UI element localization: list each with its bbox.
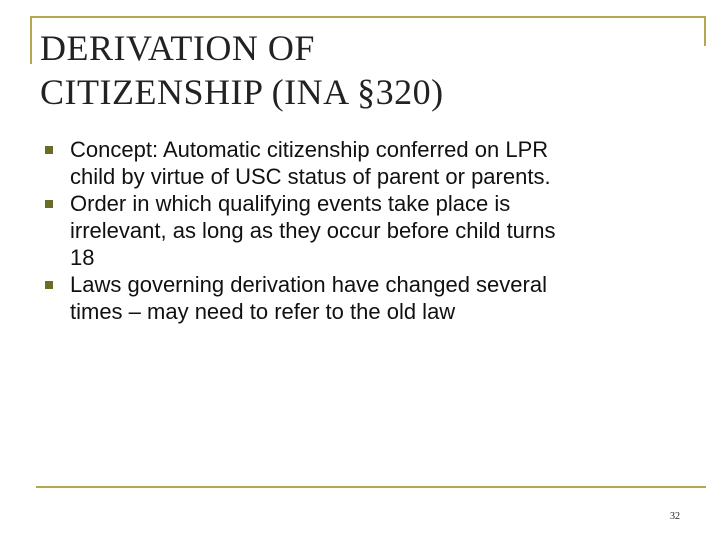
bullet-text: [70, 271, 660, 325]
footer-line: [36, 486, 706, 488]
title-line-1: DERIVATION OF: [40, 28, 315, 68]
bullet-line: Concept: Automatic citizenship conferred on LPR: [70, 137, 549, 162]
frame-top-line: [30, 16, 706, 18]
square-bullet-icon: [45, 200, 53, 208]
square-bullet-icon: [45, 281, 53, 289]
bullet-item-laws: [40, 271, 660, 325]
bullet-line: irrelevant, as long as they occur before child turns: [70, 218, 556, 243]
slide-title: [40, 26, 680, 114]
bullet-text: [70, 136, 660, 190]
frame-left-line: [30, 16, 32, 64]
bullet-line: times – may need to refer to the old law: [70, 299, 456, 324]
bullet-line: Laws governing derivation have changed several: [70, 272, 547, 297]
bullet-line: 18: [70, 245, 95, 270]
page-number: 32: [670, 511, 680, 522]
title-line-2: CITIZENSHIP (INA §320): [40, 72, 444, 112]
bullet-item-order: [40, 190, 660, 271]
frame-right-line: [704, 16, 706, 46]
bullet-item-concept: [40, 136, 660, 190]
bullet-line: child by virtue of USC status of parent or parents.: [70, 164, 551, 189]
square-bullet-icon: [45, 146, 53, 154]
bullet-text: [70, 190, 660, 271]
bullet-line: Order in which qualifying events take place is: [70, 191, 511, 216]
bullet-list: [40, 136, 660, 325]
